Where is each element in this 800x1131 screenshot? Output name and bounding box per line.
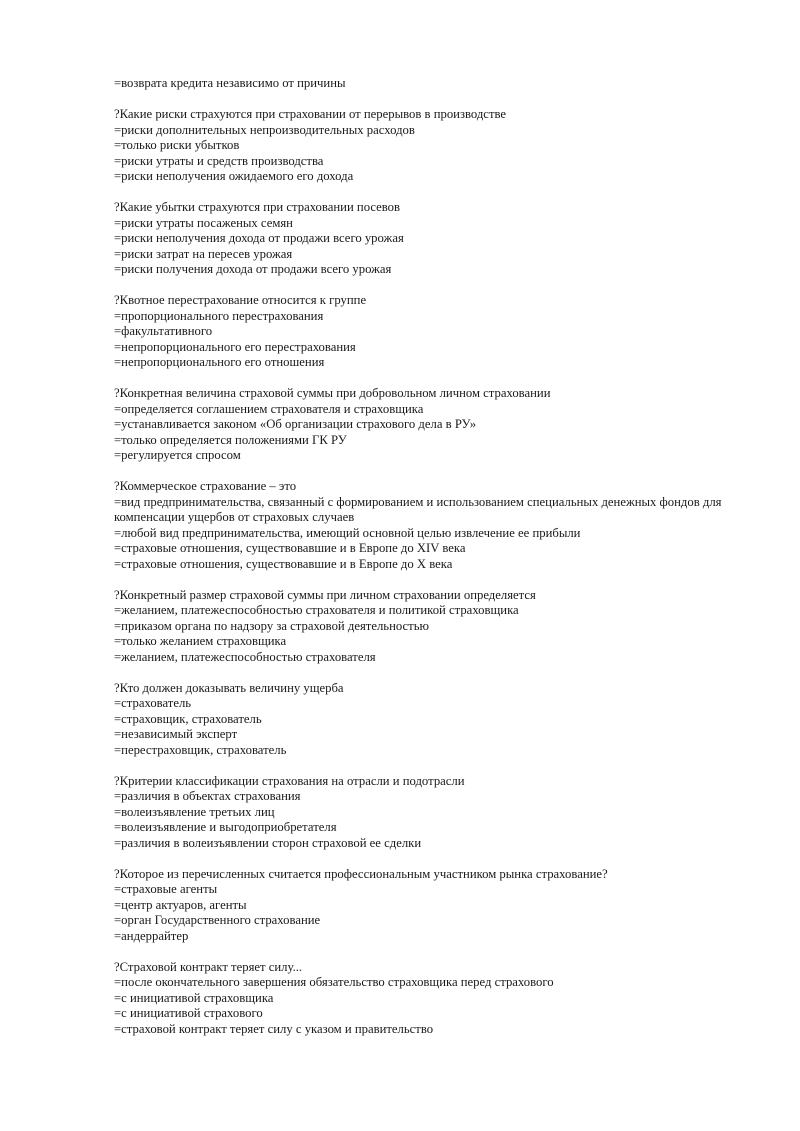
question-block [114, 200, 760, 278]
answer-option: =только желанием страховщика [114, 634, 287, 648]
answer-option: =регулируется спросом [114, 448, 241, 462]
question-text: ?Коммерческое страхование – это [114, 479, 297, 493]
answer-option: =волеизъявление и выгодоприобретателя [114, 820, 337, 834]
answer-option: =андеррайтер [114, 928, 189, 943]
question-text: ?Квотное перестрахование относится к группе [114, 293, 367, 307]
question-block [114, 588, 760, 666]
answer-option: =риски утраты и средств производства [114, 153, 324, 168]
question-text: ?Какие риски страхуются при страховании от перерывов в производстве [114, 107, 507, 121]
question-text: ?Какие убытки страхуются при страховании посевов [114, 200, 401, 214]
answer-option: =риски получения дохода от продажи всего урожая [114, 262, 392, 276]
answer-option: =с инициативой страхового [114, 1006, 263, 1020]
answer-option: =перестраховщик, страхователь [114, 742, 287, 757]
question-text: ?Страховой контракт теряет силу... [114, 959, 303, 974]
answer-option: =непропорционального его перестрахования [114, 339, 356, 354]
answer-option: =риски затрат на пересев урожая [114, 246, 293, 261]
question-text: ?Критерии классификации страхования на отрасли и подотрасли [114, 773, 465, 788]
question-block [114, 774, 760, 852]
answer-option: =факультативного [114, 324, 213, 338]
answer-option: =страховщик, страхователь [114, 711, 262, 726]
answer-option: =желанием, платежеспособностью страхователя и политикой страховщика [114, 603, 519, 617]
answer-option: =любой вид предпринимательства, имеющий основной целью извлечение ее прибыли [114, 525, 581, 540]
answer-option: =определяется соглашением страхователя и страховщика [114, 401, 424, 416]
question-block [114, 867, 760, 945]
answer-option: =вид предпринимательства, связанный с формированием и использованием специальных денежных фондов для компенсации ущербов от страховых случаев [114, 494, 722, 524]
answer-option: =различия в объектах страхования [114, 789, 301, 803]
answer-option: =центр актуаров, агенты [114, 897, 247, 912]
answer-option: =страховой контракт теряет силу с указом и правительство [114, 1021, 434, 1036]
answer-option: =желанием, платежеспособностью страхователя [114, 649, 376, 664]
question-block [114, 293, 760, 371]
question-text: ?Конкретная величина страховой суммы при добровольном личном страховании [114, 386, 551, 400]
leading-answer-line: =возврата кредита независимо от причины [114, 76, 346, 90]
answer-option: =пропорционального перестрахования [114, 308, 324, 323]
answer-option: =риски неполучения ожидаемого его дохода [114, 169, 354, 183]
answer-option: =только определяется положениями ГК РУ [114, 432, 347, 447]
question-block [114, 681, 760, 759]
question-block [114, 107, 760, 185]
answer-option: =риски дополнительных непроизводительных расходов [114, 122, 415, 137]
answer-option: =после окончательного завершения обязательство страховщика перед страхового [114, 975, 554, 989]
question-block [114, 960, 760, 1038]
answer-option: =страхователь [114, 696, 192, 710]
answer-option: =приказом органа по надзору за страховой деятельностью [114, 618, 429, 633]
answer-option: =страховые отношения, существовавшие и в Европе до XIV века [114, 541, 466, 555]
answer-option: =риски неполучения дохода от продажи всего урожая [114, 231, 404, 245]
question-text: ?Кто должен доказывать величину ущерба [114, 680, 344, 695]
answer-option: =волеизъявление третьих лиц [114, 804, 275, 819]
question-block [114, 386, 760, 464]
answer-option: =независимый эксперт [114, 727, 238, 741]
answer-option: =различия в волеизъявлении сторон страховой ее сделки [114, 835, 422, 850]
answer-option: =устанавливается законом «Об организации страхового дела в РУ» [114, 417, 477, 431]
answer-option: =орган Государственного страхование [114, 913, 321, 927]
question-text: ?Конкретный размер страховой суммы при личном страховании определяется [114, 587, 536, 602]
answer-option: =страховые отношения, существовавшие и в Европе до X века [114, 556, 453, 571]
question-text: ?Которое из перечисленных считается профессиональным участником рынка страхование? [114, 866, 608, 881]
question-block [114, 479, 760, 572]
answer-option: =только риски убытков [114, 138, 240, 152]
answer-option: =с инициативой страховщика [114, 990, 274, 1005]
answer-option: =непропорционального его отношения [114, 355, 325, 369]
answer-option: =риски утраты посаженых семян [114, 215, 293, 230]
answer-option: =страховые агенты [114, 882, 218, 896]
